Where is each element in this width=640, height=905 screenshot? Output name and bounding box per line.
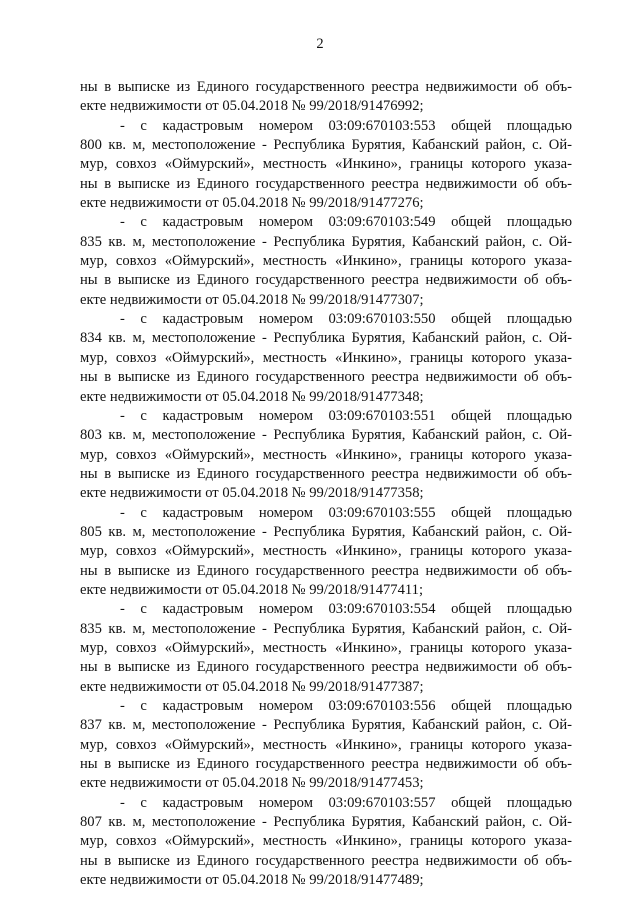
text-line: екте недвижимости от 05.04.2018 № 99/2018/91477453; — [80, 775, 424, 792]
parcel-item — [80, 407, 572, 504]
text-line: мур, совхоз «Оймурский», местность «Инкино», границы которого указа- — [80, 736, 572, 753]
text-line: - с кадастровым номером 03:09:670103:557 общей площадью — [120, 794, 572, 811]
text-line: ны в выписке из Единого государственного реестра недвижимости об объ- — [80, 175, 572, 192]
text-line: ны в выписке из Единого государственного реестра недвижимости об объ- — [80, 272, 572, 289]
text-line: ны в выписке из Единого государственного реестра недвижимости об объ- — [80, 79, 572, 95]
text-line: ны в выписке из Единого государственного реестра недвижимости об объ- — [80, 562, 572, 579]
text-line: мур, совхоз «Оймурский», местность «Инкино», границы которого указа- — [80, 446, 572, 463]
text-line: - с кадастровым номером 03:09:670103:549 общей площадью — [120, 214, 572, 231]
text-line: мур, совхоз «Оймурский», местность «Инкино», границы которого указа- — [80, 543, 572, 560]
text-line: екте недвижимости от 05.04.2018 № 99/2018/91477489; — [80, 872, 424, 889]
text-line: 837 кв. м, местоположение - Республика Бурятия, Кабанский район, с. Ой- — [80, 717, 572, 734]
text-line: 803 кв. м, местоположение - Республика Бурятия, Кабанский район, с. Ой- — [80, 427, 572, 444]
text-line: - с кадастровым номером 03:09:670103:550 общей площадью — [120, 311, 572, 328]
text-line: - с кадастровым номером 03:09:670103:551 общей площадью — [120, 407, 572, 424]
text-line: ны в выписке из Единого государственного реестра недвижимости об объ- — [80, 465, 572, 482]
text-line: 805 кв. м, местоположение - Республика Бурятия, Кабанский район, с. Ой- — [80, 523, 572, 540]
parcel-item — [80, 504, 572, 601]
parcel-item — [80, 213, 572, 310]
page-number: 2 — [316, 36, 324, 52]
text-line: екте недвижимости от 05.04.2018 № 99/2018/91476992; — [80, 98, 424, 115]
text-line: мур, совхоз «Оймурский», местность «Инкино», границы которого указа- — [80, 639, 572, 656]
text-line: - с кадастровым номером 03:09:670103:553 общей площадью — [120, 117, 572, 134]
text-line: 835 кв. м, местоположение - Республика Бурятия, Кабанский район, с. Ой- — [80, 233, 572, 250]
text-line: екте недвижимости от 05.04.2018 № 99/2018/91477307; — [80, 291, 424, 308]
document-body — [80, 78, 572, 890]
text-line: екте недвижимости от 05.04.2018 № 99/2018/91477387; — [80, 678, 424, 695]
text-line: 835 кв. м, местоположение - Республика Бурятия, Кабанский район, с. Ой- — [80, 620, 572, 637]
text-line: екте недвижимости от 05.04.2018 № 99/2018/91477348; — [80, 388, 424, 405]
text-line: мур, совхоз «Оймурский», местность «Инкино», границы которого указа- — [80, 156, 572, 173]
text-line: ны в выписке из Единого государственного реестра недвижимости об объ- — [80, 659, 572, 676]
parcel-item — [80, 697, 572, 794]
text-line: ны в выписке из Единого государственного реестра недвижимости об объ- — [80, 756, 572, 773]
text-line: ны в выписке из Единого государственного реестра недвижимости об объ- — [80, 852, 572, 869]
text-line: мур, совхоз «Оймурский», местность «Инкино», границы которого указа- — [80, 253, 572, 270]
text-line: екте недвижимости от 05.04.2018 № 99/2018/91477411; — [80, 581, 424, 598]
text-line: 834 кв. м, местоположение - Республика Бурятия, Кабанский район, с. Ой- — [80, 330, 572, 347]
parcel-item — [80, 794, 572, 891]
text-line: 800 кв. м, местоположение - Республика Бурятия, Кабанский район, с. Ой- — [80, 137, 572, 154]
intro-paragraph — [80, 78, 572, 117]
text-line: 807 кв. м, местоположение - Республика Бурятия, Кабанский район, с. Ой- — [80, 814, 572, 831]
text-line: екте недвижимости от 05.04.2018 № 99/2018/91477276; — [80, 195, 424, 212]
text-line: мур, совхоз «Оймурский», местность «Инкино», границы которого указа- — [80, 349, 572, 366]
parcel-item — [80, 600, 572, 697]
text-line: - с кадастровым номером 03:09:670103:555 общей площадью — [120, 504, 572, 521]
parcel-item — [80, 310, 572, 407]
text-line: - с кадастровым номером 03:09:670103:554 общей площадью — [120, 601, 572, 618]
parcel-item — [80, 117, 572, 214]
text-line: мур, совхоз «Оймурский», местность «Инкино», границы которого указа- — [80, 833, 572, 850]
text-line: ны в выписке из Единого государственного реестра недвижимости об объ- — [80, 369, 572, 386]
text-line: - с кадастровым номером 03:09:670103:556 общей площадью — [120, 698, 572, 714]
text-line: екте недвижимости от 05.04.2018 № 99/2018/91477358; — [80, 485, 424, 502]
